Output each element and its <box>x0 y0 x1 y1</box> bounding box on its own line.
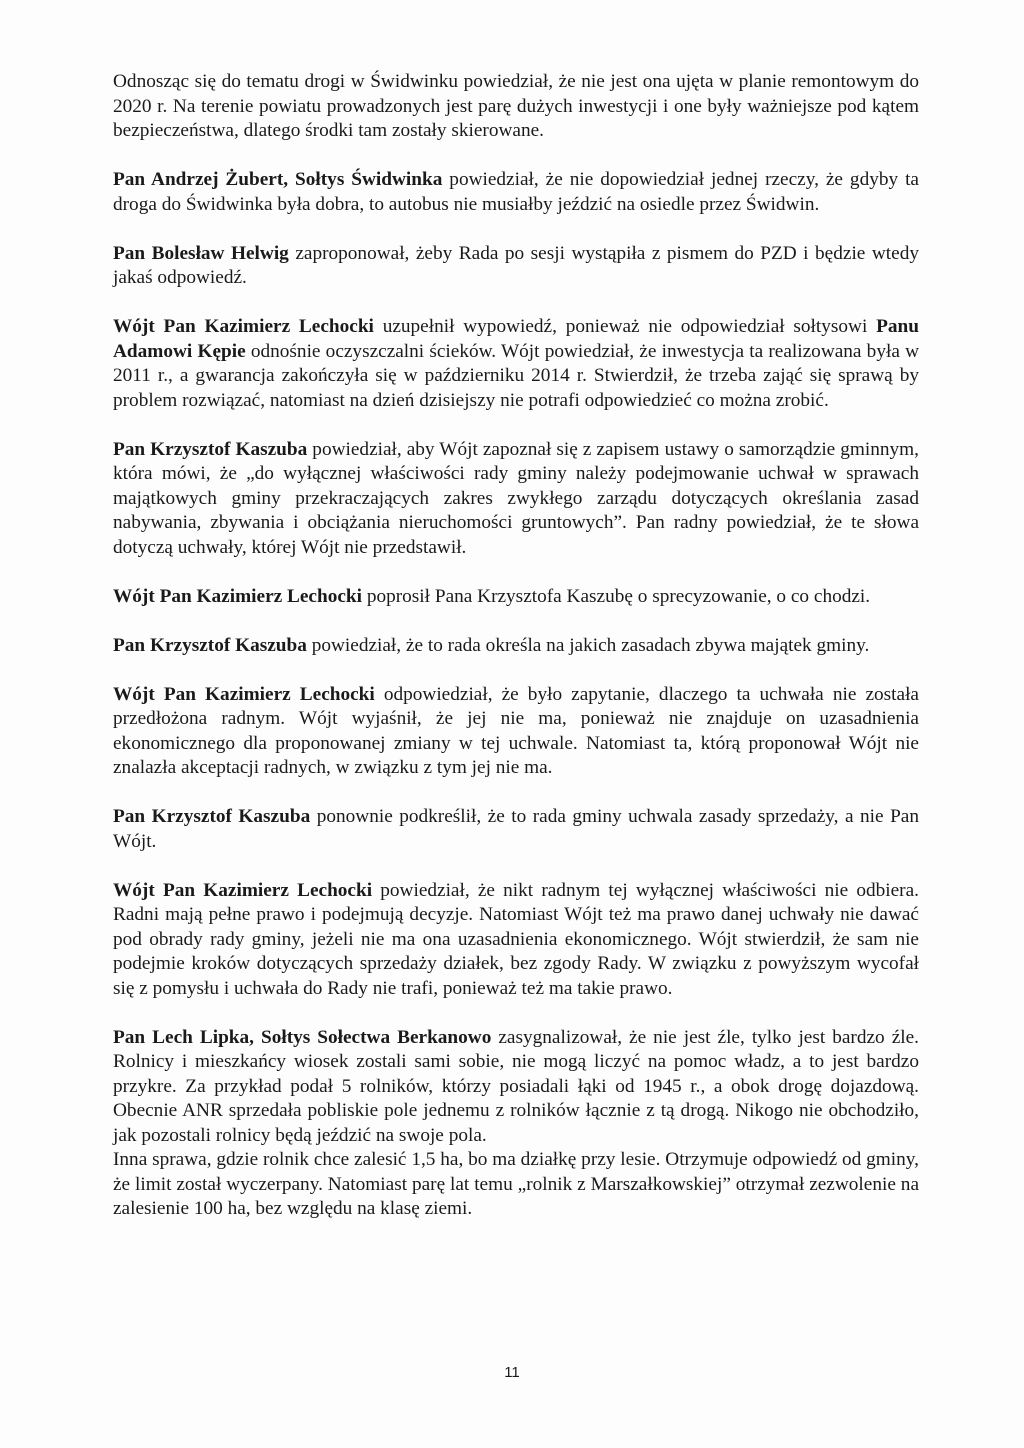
paragraph-text: Odnosząc się do tematu drogi w Świdwinku powiedział, że nie jest ona ujęta w planie remontowym do 2020 r. Na terenie powiatu prowadzonych jest parę dużych inwestycji i one były ważniejsze pod kątem bezpieczeństwa, dlatego środki tam zostały skierowane. <box>113 71 919 141</box>
paragraph-text: powiedział, że nie dopowiedział jednej rzeczy, że gdyby ta droga do Świdwinka była dobra, to autobus nie musiałby jeździć na osiedle przez Świdwin. <box>113 169 919 215</box>
paragraph <box>113 438 919 561</box>
paragraph <box>113 805 919 854</box>
paragraph <box>113 683 919 781</box>
paragraph-text: poprosił Pana Krzysztofa Kaszubę o sprecyzowanie, o co chodzi. <box>362 585 871 607</box>
paragraph <box>113 168 919 217</box>
paragraph <box>113 879 919 1002</box>
speaker-name: Pan Krzysztof Kaszuba <box>113 438 308 460</box>
paragraph-text: powiedział, że to rada określa na jakich zasadach zbywa majątek gminy. <box>306 634 870 656</box>
paragraph-text: powiedział, aby Wójt zapoznał się z zapisem ustawy o samorządzie gminnym, która mówi, że „do wyłącznej właściwości rady gminy należy podejmowanie uchwał w sprawach majątkowych gminy przekraczających zakres zwykłego zarządu dotyczących określania zasad nabywania, zbywania i obciążania nieruchomości gruntowych”. Pan radny powiedział, że te słowa dotyczą uchwały, której Wójt nie przedstawił. <box>113 438 919 558</box>
page-number: 11 <box>504 1364 520 1381</box>
paragraph-text: odpowiedział, że było zapytanie, dlaczego ta uchwała nie została przedłożona radnym. Wójt wyjaśnił, że jej nie ma, ponieważ nie znajduje on uzasadnienia ekonomicznego dla proponowanej zmiany w tej uchwale. Natomiast ta, którą proponował Wójt nie znalazła akceptacji radnych, w związku z tym jej nie ma. <box>113 683 919 778</box>
paragraph-text: zasygnalizował, że nie jest źle, tylko jest bardzo źle. Rolnicy i mieszkańcy wiosek zostali sami sobie, nie mogą liczyć na pomoc władz, a to jest bardzo przykre. Za przykład podał 5 rolników, którzy posiadali łąki od 1945 r., a obok drogę dojazdową. Obecnie ANR sprzedała pobliskie pole jednemu z rolników łącznie z tą drogą. Nikogo nie obchodziło, jak pozostali rolnicy będą jeździć na swoje pola. <box>113 1026 919 1146</box>
paragraph-text: zaproponował, żeby Rada po sesji wystąpiła z pismem do PZD i będzie wtedy jakaś odpowiedź. <box>113 242 919 288</box>
speaker-name: Pan Andrzej Żubert, Sołtys Świdwinka <box>113 169 443 190</box>
document-body <box>113 70 919 1222</box>
paragraph <box>113 1148 919 1222</box>
speaker-name: Pan Krzysztof Kaszuba <box>113 634 307 656</box>
paragraph <box>113 315 919 413</box>
paragraph <box>113 634 919 659</box>
paragraph <box>113 242 919 291</box>
paragraph-text: Inna sprawa, gdzie rolnik chce zalesić 1,5 ha, bo ma działkę przy lesie. Otrzymuje odpowiedź od gminy, że limit został wyczerpany. Natomiast parę lat temu „rolnik z Marszałkowskiej” otrzymał zezwolenie na zalesienie 100 ha, bez względu na klasę ziemi. <box>113 1149 919 1219</box>
speaker-name: Pan Bolesław Helwig <box>113 242 289 264</box>
paragraph <box>113 585 919 610</box>
speaker-name: Pan Lech Lipka, Sołtys Sołectwa Berkanowo <box>113 1026 492 1048</box>
addressee-name: Panu Adamowi Kępie <box>113 316 919 362</box>
speaker-name: Wójt Pan Kazimierz Lechocki <box>113 585 362 607</box>
paragraph-text: powiedział, że nikt radnym tej wyłącznej właściwości nie odbiera. Radni mają pełne prawo i podejmują decyzje. Natomiast Wójt też ma prawo danej uchwały nie dawać pod obrady rady gminy, jeżeli nie ma ona uzasadnienia ekonomicznego. Wójt stwierdził, że sam nie podejmie kroków dotyczących sprzedaży działek, bez zgody Rady. W związku z powyższym wycofał się z pomysłu i uchwała do Rady nie trafi, ponieważ też ma takie prawo. <box>113 879 919 999</box>
speaker-name: Pan Krzysztof Kaszuba <box>113 806 311 827</box>
paragraph-text: uzupełnił wypowiedź, ponieważ nie odpowiedział sołtysowi <box>373 316 877 337</box>
speaker-name: Wójt Pan Kazimierz Lechocki <box>113 683 375 705</box>
paragraph <box>113 1026 919 1149</box>
speaker-name: Wójt Pan Kazimierz Lechocki <box>113 879 373 901</box>
speaker-name: Wójt Pan Kazimierz Lechocki <box>113 316 374 337</box>
paragraph <box>113 70 919 144</box>
paragraph-text: ponownie podkreślił, że to rada gminy uchwala zasady sprzedaży, a nie Pan Wójt. <box>113 806 920 852</box>
paragraph-text: odnośnie oczyszczalni ścieków. Wójt powiedział, że inwestycja ta realizowana była w 2011 r., a gwarancja zakończyła się w październiku 2014 r. Stwierdził, że trzeba zająć się sprawą by problem rozwiązać, natomiast na dzień dzisiejszy nie potrafi odpowiedzieć co można zrobić. <box>113 340 920 411</box>
